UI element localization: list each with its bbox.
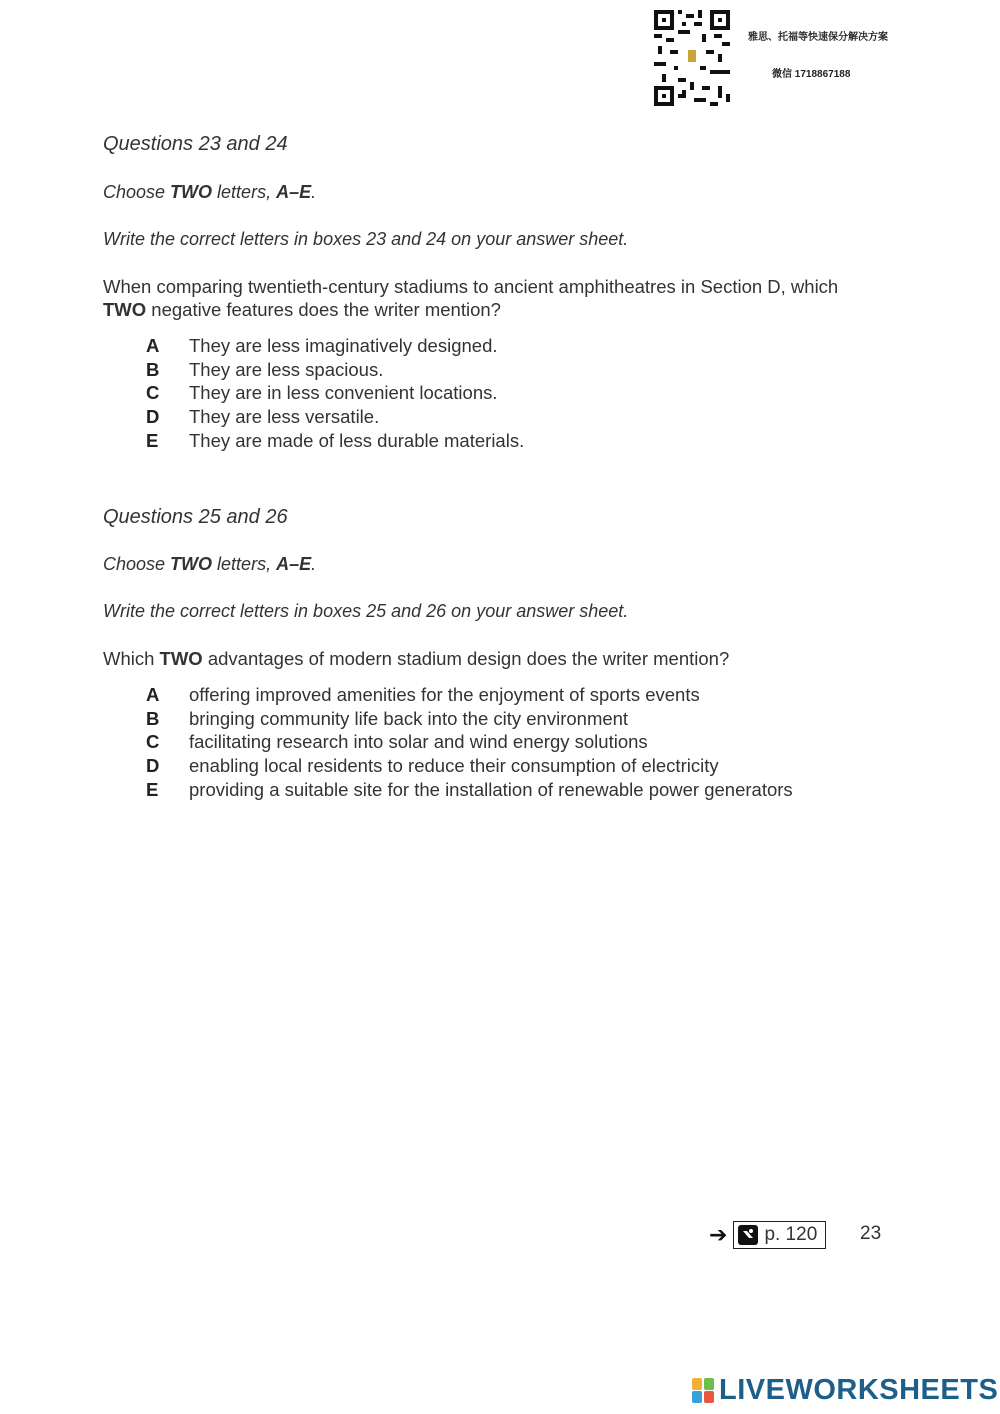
- section2-instruction-choose: Choose TWO letters, A–E.: [103, 554, 317, 574]
- option-row: [146, 358, 524, 382]
- option-row: [146, 730, 793, 754]
- option-letter: D: [146, 406, 160, 428]
- page-ref-box: [733, 1221, 826, 1249]
- liveworksheets-logo: [692, 1372, 998, 1408]
- option-letter: B: [146, 707, 160, 729]
- option-row: [146, 707, 793, 731]
- section1-instruction-choose: Choose TWO letters, A–E.: [103, 182, 317, 202]
- answer-key-reference: [709, 1220, 826, 1250]
- liveworksheets-brand: LIVEWORKSHEETS: [719, 1373, 999, 1406]
- qr-contact: 微信 1718867188: [772, 69, 851, 80]
- option-text: facilitating research into solar and wind energy solutions: [189, 731, 648, 753]
- section1-heading: Questions 23 and 24: [103, 133, 288, 155]
- option-text: bringing community life back into the city environment: [189, 707, 629, 729]
- option-text: They are less versatile.: [189, 406, 380, 428]
- option-text: They are less spacious.: [189, 358, 384, 380]
- qr-code-image: [654, 10, 730, 106]
- option-text: offering improved amenities for the enjoyment of sports events: [189, 684, 700, 705]
- option-letter: B: [146, 358, 160, 380]
- section1-instruction-write: Write the correct letters in boxes 23 and 24 on your answer sheet.: [103, 229, 629, 249]
- option-text: They are less imaginatively designed.: [189, 335, 498, 356]
- section1-options: [146, 334, 524, 452]
- section2-question: Which TWO advantages of modern stadium design does the writer mention?: [103, 648, 730, 669]
- option-text: providing a suitable site for the installation of renewable power generators: [189, 778, 793, 800]
- option-row: [146, 778, 793, 802]
- option-text: They are made of less durable materials.: [189, 429, 525, 451]
- section2-options: [146, 683, 793, 801]
- option-letter: C: [146, 382, 160, 404]
- section2-heading: Questions 25 and 26: [103, 506, 288, 528]
- option-letter: E: [146, 778, 159, 800]
- option-letter: C: [146, 731, 160, 753]
- option-row: [146, 683, 793, 707]
- option-letter: A: [146, 684, 160, 705]
- page-ref-text: p. 120: [764, 1224, 818, 1245]
- option-letter: D: [146, 755, 160, 777]
- option-row: [146, 429, 524, 453]
- option-row: [146, 381, 524, 405]
- option-text: enabling local residents to reduce their consumption of electricity: [189, 755, 719, 777]
- arrow-right-icon: ➔: [709, 1222, 728, 1247]
- option-text: They are in less convenient locations.: [189, 382, 498, 404]
- qr-caption: 雅思、托福等快速保分解决方案: [748, 32, 888, 43]
- section1-question: When comparing twentieth-century stadiums to ancient amphitheatres in Section D, which TWO negative features does the writer mention?: [103, 276, 839, 320]
- page-number: 23: [860, 1223, 882, 1244]
- option-row: [146, 754, 793, 778]
- option-row: [146, 405, 524, 429]
- option-letter: A: [146, 335, 160, 356]
- option-letter: E: [146, 429, 159, 451]
- section2-instruction-write: Write the correct letters in boxes 25 and 26 on your answer sheet.: [103, 601, 629, 621]
- option-row: [146, 334, 524, 358]
- answer-key-icon: [738, 1225, 758, 1245]
- liveworksheets-logo-icon: [692, 1376, 716, 1404]
